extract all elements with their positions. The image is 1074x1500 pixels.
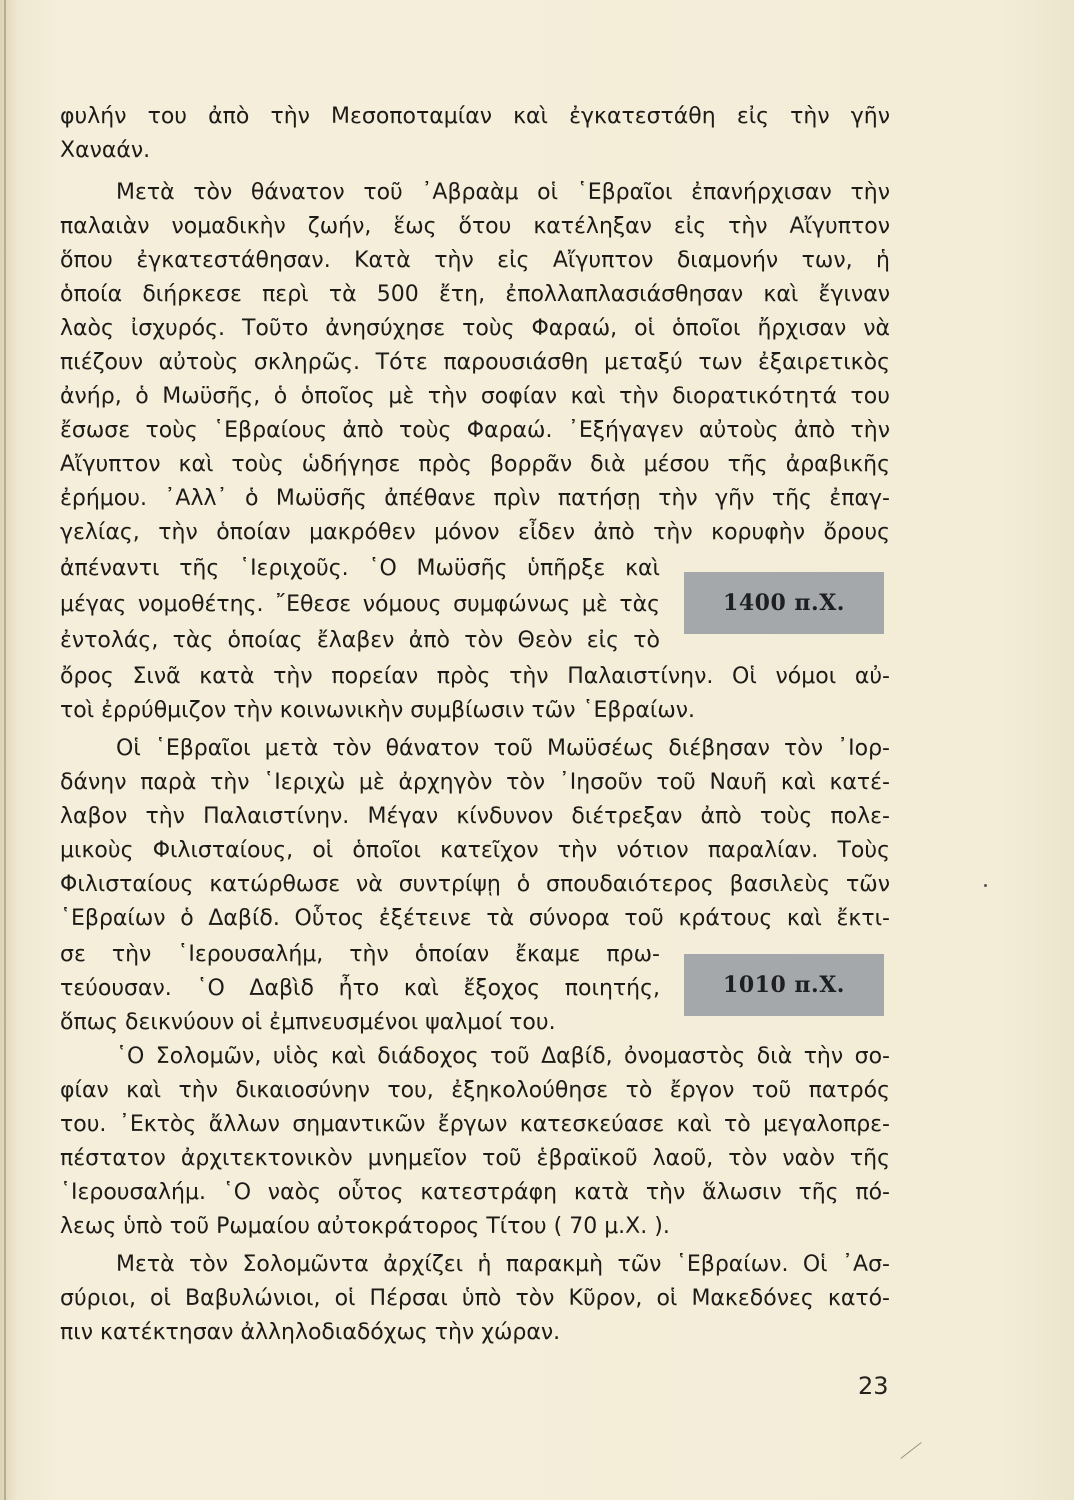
text-line: φίαν καὶ τὴν δικαιοσύνην του, ἐξηκολούθησε τὸ ἔργον τοῦ πατρός: [60, 1078, 890, 1103]
text-line: φυλήν του ἀπὸ τὴν Μεσοποταμίαν καὶ ἐγκατεστάθη εἰς τὴν γῆν: [60, 104, 890, 129]
text-line: γελίας, τὴν ὁποίαν μακρόθεν μόνον εἶδεν ἀπὸ τὴν κορυφὴν ὄρους: [60, 520, 890, 545]
text-line: λαβον τὴν Παλαιστίνην. Μέγαν κίνδυνον διέτρεξαν ἀπὸ τοὺς πολε-: [60, 804, 890, 829]
text-line: ῾Εβραίων ὁ Δαβίδ. Οὗτος ἐξέτεινε τὰ σύνορα τοῦ κράτους καὶ ἔκτι-: [60, 906, 890, 931]
text-line: ὅπου ἐγκατεστάθησαν. Κατὰ τὴν εἰς Αἴγυπτον διαμονήν των, ἡ: [60, 248, 890, 273]
corner-scratch: [900, 1442, 921, 1459]
page-edge-shadow: [4, 0, 6, 1500]
text-line: ῾Ιερουσαλήμ. ῾Ο ναὸς οὗτος κατεστράφη κατὰ τὴν ἅλωσιν τῆς πό-: [60, 1180, 890, 1205]
text-line: μικοὺς Φιλισταίους, οἱ ὁποῖοι κατεῖχον τὴν νότιον παραλίαν. Τοὺς: [60, 838, 890, 863]
text-line: του. ᾿Εκτὸς ἄλλων σημαντικῶν ἔργων κατεσκεύασε καὶ τὸ μεγαλοπρε-: [60, 1112, 890, 1137]
text-line: πέστατον ἀρχιτεκτονικὸν μνημεῖον τοῦ ἑβραϊκοῦ λαοῦ, τὸν ναὸν τῆς: [60, 1146, 890, 1171]
text-line: ὄρος Σινᾶ κατὰ τὴν πορείαν πρὸς τὴν Παλαιστίνην. Οἱ νόμοι αὐ-: [60, 664, 890, 689]
margin-speck: [984, 884, 987, 887]
text-line: τοὶ ἐρρύθμιζον τὴν κοινωνικὴν συμβίωσιν τῶν ῾Εβραίων.: [60, 698, 696, 723]
text-line: ἀνήρ, ὁ Μωϋσῆς, ὁ ὁποῖος μὲ τὴν σοφίαν καὶ τὴν διορατικότητά του: [60, 384, 890, 409]
text-line: πιν κατέκτησαν ἀλληλοδιαδόχως τὴν χώραν.: [60, 1320, 561, 1345]
date-marker-1400-bc: 1400 π.Χ.: [684, 572, 884, 634]
text-line: Μετὰ τὸν Σολομῶντα ἀρχίζει ἡ παρακμὴ τῶν ῾Εβραίων. Οἱ ᾿Ασ-: [116, 1252, 890, 1277]
text-line: Οἱ ῾Εβραῖοι μετὰ τὸν θάνατον τοῦ Μωϋσέως διέβησαν τὸν ᾿Ιορ-: [116, 736, 890, 761]
text-line: ἐντολάς, τὰς ὁποίας ἔλαβεν ἀπὸ τὸν Θεὸν εἰς τὸ: [60, 628, 660, 653]
text-line: Μετὰ τὸν θάνατον τοῦ ᾿Αβραὰμ οἱ ῾Εβραῖοι ἐπανήρχισαν τὴν: [116, 180, 890, 205]
text-line: λαὸς ἰσχυρός. Τοῦτο ἀνησύχησε τοὺς Φαραώ, οἱ ὁποῖοι ἤρχισαν νὰ: [60, 316, 890, 341]
text-line: λεως ὑπὸ τοῦ Ρωμαίου αὐτοκράτορος Τίτου ( 70 μ.Χ. ).: [60, 1214, 670, 1239]
date-marker-1010-bc: 1010 π.Χ.: [684, 954, 884, 1016]
text-line: Φιλισταίους κατώρθωσε νὰ συντρίψῃ ὁ σπουδαιότερος βασιλεὺς τῶν: [60, 872, 890, 897]
text-line: Αἴγυπτον καὶ τοὺς ὡδήγησε πρὸς βορρᾶν διὰ μέσου τῆς ἀραβικῆς: [60, 452, 890, 477]
text-line: μέγας νομοθέτης. ῎Εθεσε νόμους συμφώνως μὲ τὰς: [60, 592, 660, 617]
text-line: πιέζουν αὐτοὺς σκληρῶς. Τότε παρουσιάσθη μεταξύ των ἐξαιρετικὸς: [60, 350, 890, 375]
text-line: ἔσωσε τοὺς ῾Εβραίους ἀπὸ τοὺς Φαραώ. ᾿Εξήγαγεν αὐτοὺς ἀπὸ τὴν: [60, 418, 890, 443]
text-line: ἐρήμου. ᾿Αλλ᾿ ὁ Μωϋσῆς ἀπέθανε πρὶν πατήσῃ τὴν γῆν τῆς ἐπαγ-: [60, 486, 890, 511]
text-line: ὁποία διήρκεσε περὶ τὰ 500 ἔτη, ἐπολλαπλασιάσθησαν καὶ ἔγιναν: [60, 282, 890, 307]
text-line: ῾Ο Σολομῶν, υἱὸς καὶ διάδοχος τοῦ Δαβίδ, ὀνομαστὸς διὰ τὴν σο-: [116, 1044, 890, 1069]
text-line: ὅπως δεικνύουν οἱ ἐμπνευσμένοι ψαλμοί του.: [60, 1010, 556, 1035]
text-line: σύριοι, οἱ Βαβυλώνιοι, οἱ Πέρσαι ὑπὸ τὸν Κῦρον, οἱ Μακεδόνες κατό-: [60, 1286, 890, 1311]
text-line: παλαιὰν νομαδικὴν ζωήν, ἕως ὅτου κατέληξαν εἰς τὴν Αἴγυπτον: [60, 214, 890, 239]
text-line: σε τὴν ῾Ιερουσαλήμ, τὴν ὁποίαν ἔκαμε πρω-: [60, 942, 660, 967]
text-line: τεύουσαν. ῾Ο Δαβὶδ ἦτο καὶ ἔξοχος ποιητής,: [60, 976, 660, 1001]
text-line: δάνην παρὰ τὴν ῾Ιεριχὼ μὲ ἀρχηγὸν τὸν ᾿Ιησοῦν τοῦ Ναυῆ καὶ κατέ-: [60, 770, 890, 795]
text-line: Χαναάν.: [60, 138, 151, 163]
page-number: 23: [858, 1372, 889, 1400]
text-line: ἀπέναντι τῆς ῾Ιεριχοῦς. ῾Ο Μωϋσῆς ὑπῆρξε καὶ: [60, 556, 660, 581]
